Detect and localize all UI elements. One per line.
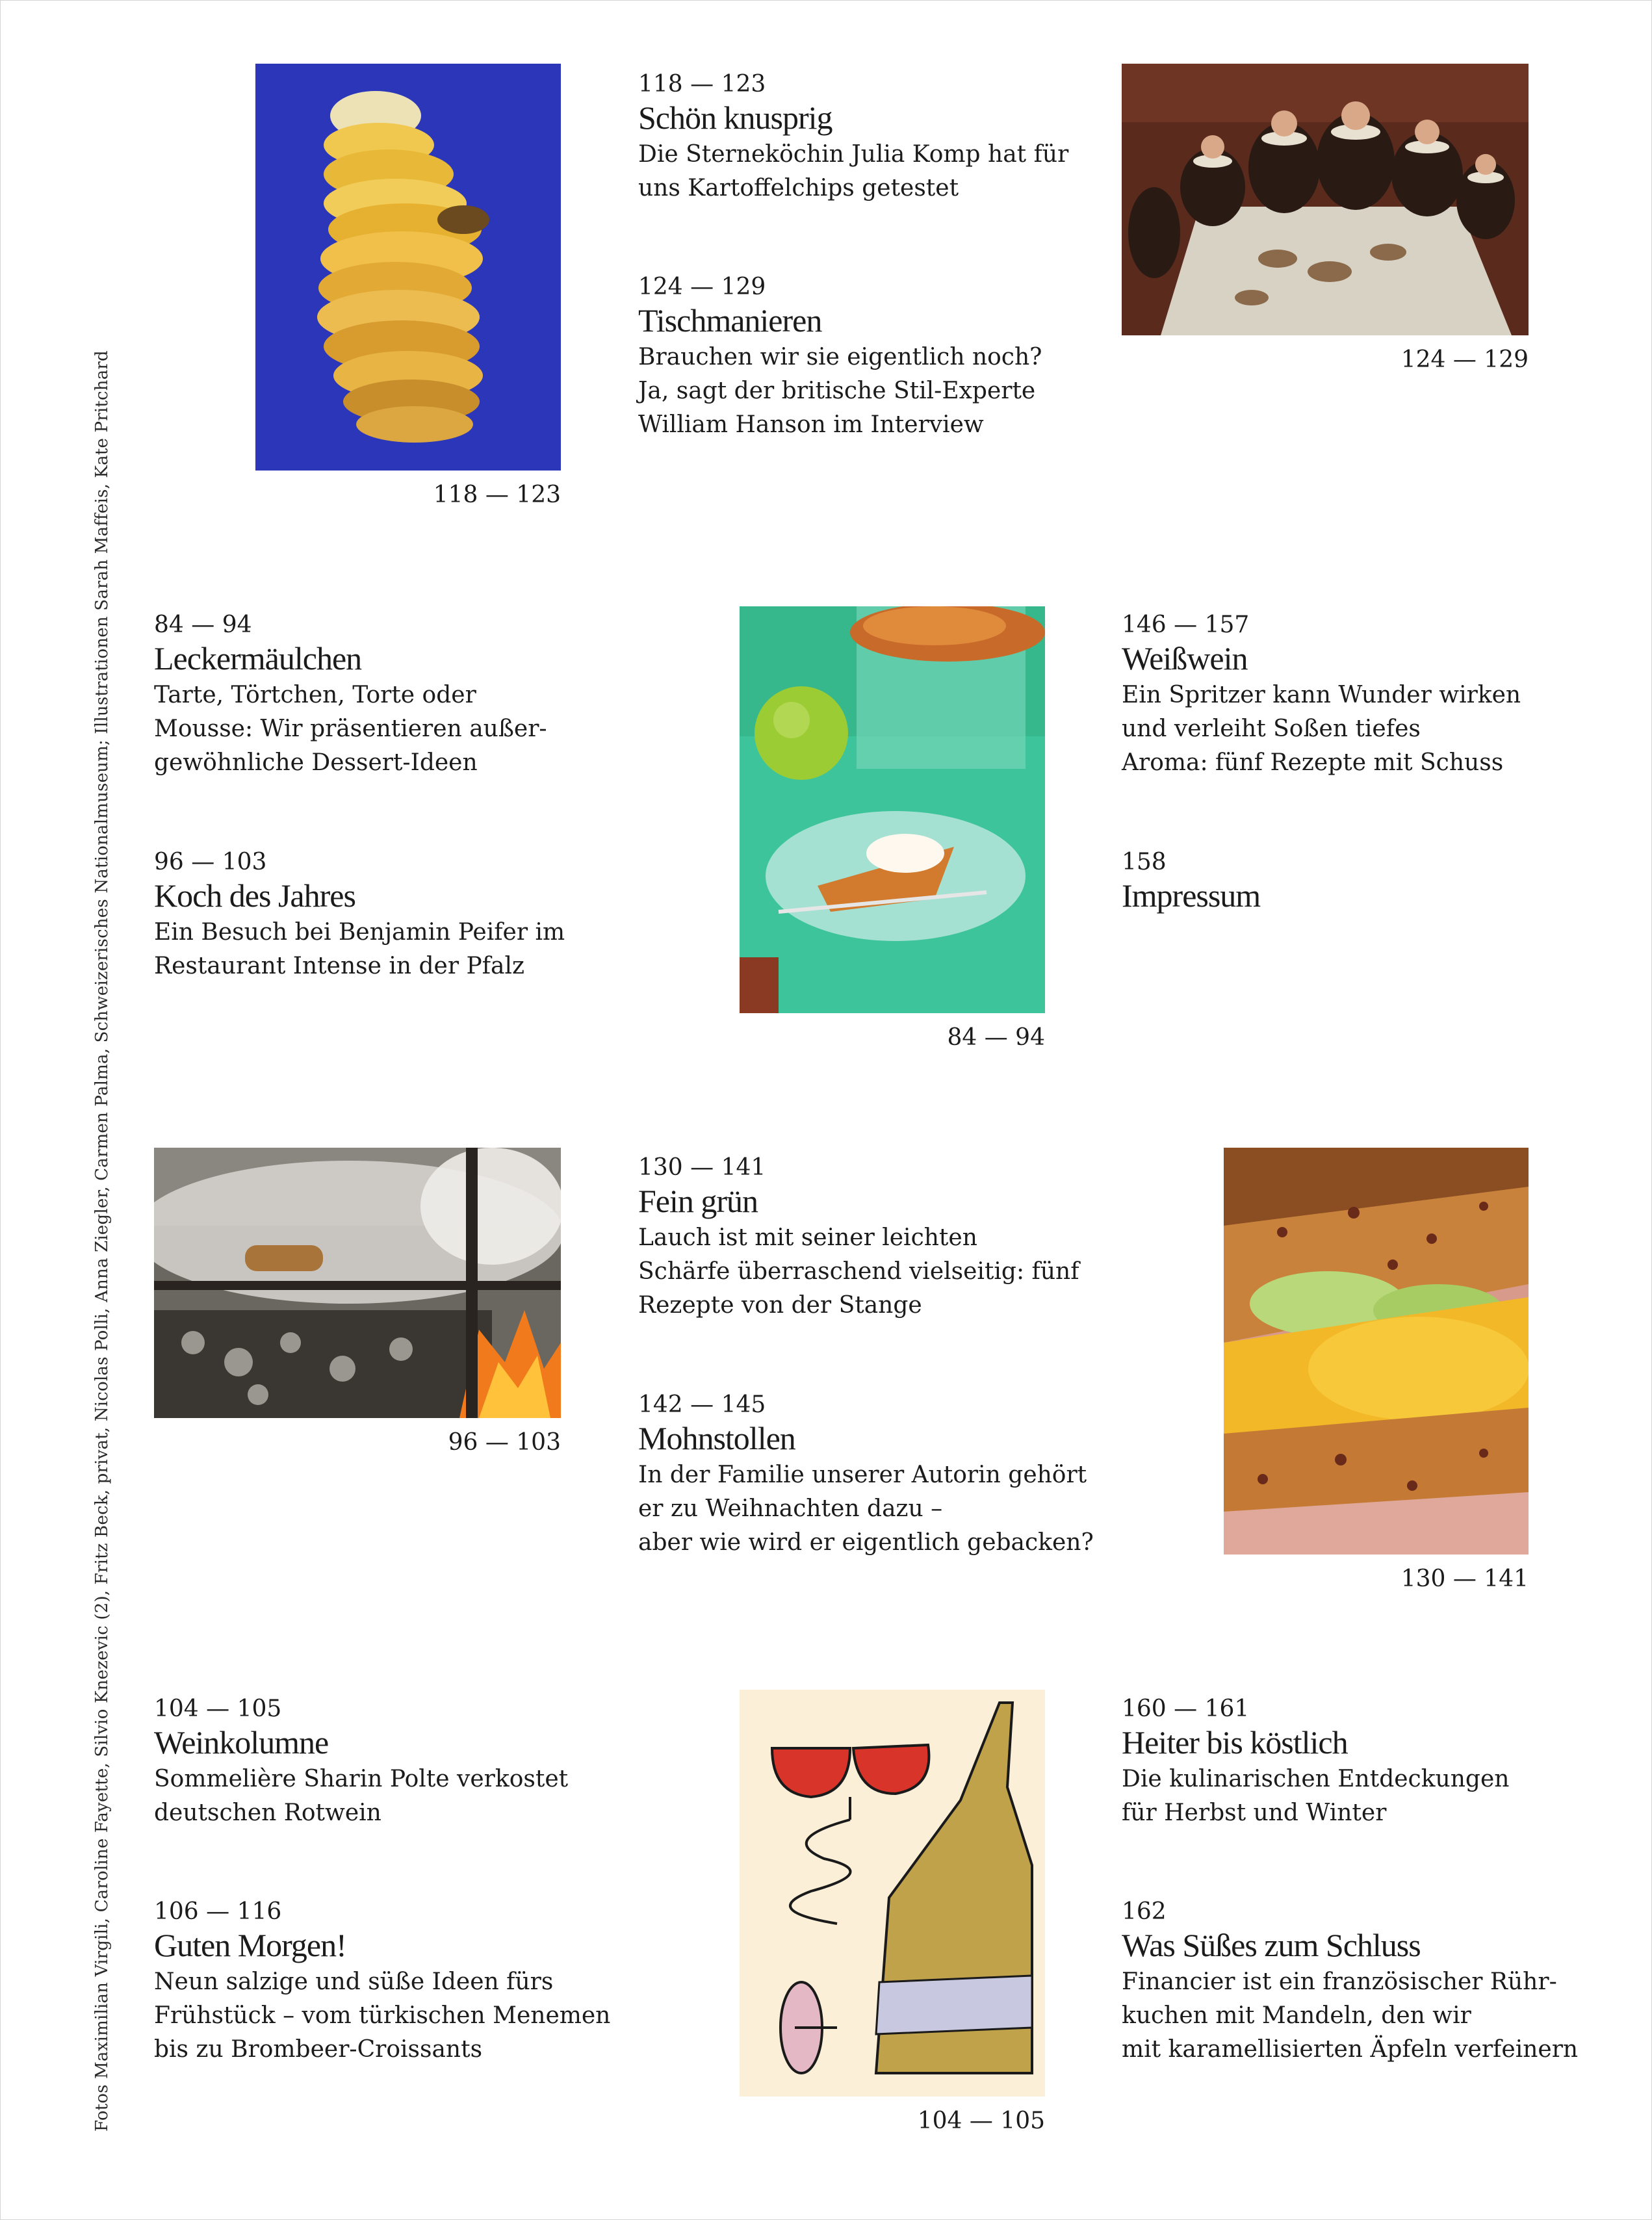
entry-description: Sommelière Sharin Polte verkostet deutschen Rotwein <box>154 1766 569 1826</box>
entry-pages: 96 — 103 <box>154 849 267 875</box>
grill-photo-caption: 96 — 103 <box>448 1429 561 1456</box>
entry-tischmanieren <box>638 273 1106 442</box>
entry-description: Ein Spritzer kann Wunder wirken und verleiht Soßen tiefes Aroma: fünf Rezepte mit Schuss <box>1122 682 1521 776</box>
photo-credits: Fotos Maximilian Virgili, Caroline Fayette, Silvio Knezevic (2), Fritz Beck, privat, Nicolas Polli, Anna Ziegler, Carmen Palma, Schweizerisches Nationalmuseum; Illustrationen Sarah Maffeis, Kate Pritchard <box>92 350 112 2132</box>
painting-photo-caption: 124 — 129 <box>1400 346 1529 373</box>
entry-title: Weißwein <box>1122 640 1248 677</box>
entry-description: Financier ist ein französischer Rühr- kuchen mit Mandeln, den wir mit karamellisierten Äpfeln verfeinern <box>1122 1968 1579 2063</box>
entry-description: In der Familie unserer Autorin gehört er zu Weihnachten dazu – aber wie wird er eigentlich gebacken? <box>638 1462 1094 1556</box>
sandwich-photo-caption: 130 — 141 <box>1400 1566 1529 1592</box>
chips-photo-caption: 118 — 123 <box>433 482 561 508</box>
entry-pages: 162 <box>1122 1898 1167 1925</box>
entry-title: Schön knusprig <box>638 99 832 136</box>
painting-photo <box>1122 64 1529 335</box>
entry-schoen-knusprig <box>638 70 1106 205</box>
entry-pages: 160 — 161 <box>1122 1696 1250 1722</box>
entry-pages: 130 — 141 <box>638 1154 766 1181</box>
entry-description: Die kulinarischen Entdeckungen für Herbst und Winter <box>1122 1766 1510 1826</box>
entry-title: Heiter bis köstlich <box>1122 1724 1348 1761</box>
entry-mohnstollen <box>638 1391 1106 1560</box>
grill-photo <box>154 1148 561 1418</box>
entry-pages: 106 — 116 <box>154 1898 282 1925</box>
entry-title: Koch des Jahres <box>154 877 355 914</box>
entry-description: Neun salzige und süße Ideen fürs Frühstück – vom türkischen Menemen bis zu Brombeer-Croissants <box>154 1968 611 2063</box>
entry-fein-gruen <box>638 1154 1106 1323</box>
entry-pages: 124 — 129 <box>638 274 766 300</box>
entry-title: Fein grün <box>638 1183 758 1219</box>
entry-description: Die Sterneköchin Julia Komp hat für uns Kartoffelchips getestet <box>638 141 1069 201</box>
chips-photo <box>255 64 561 471</box>
entry-pages: 142 — 145 <box>638 1391 766 1418</box>
entry-heiter-bis-koestlich <box>1122 1695 1590 1830</box>
entry-description: Brauchen wir sie eigentlich noch? Ja, sagt der britische Stil-Experte William Hanson im Interview <box>638 344 1042 438</box>
entry-was-suesses-zum-schluss <box>1122 1898 1590 2067</box>
tarte-photo-caption: 84 — 94 <box>947 1024 1045 1051</box>
entry-title: Mohnstollen <box>638 1420 795 1456</box>
entry-pages: 158 <box>1122 849 1167 875</box>
entry-koch-des-jahres <box>154 848 622 983</box>
entry-weisswein <box>1122 611 1590 780</box>
entry-pages: 118 — 123 <box>638 71 766 97</box>
entry-title: Leckermäulchen <box>154 640 362 677</box>
entry-description: Tarte, Törtchen, Torte oder Mousse: Wir präsentieren außer- gewöhnliche Dessert-Ideen <box>154 682 547 776</box>
entry-leckermaeulchen <box>154 611 622 780</box>
wine-illustration <box>740 1690 1045 2097</box>
wine-illustration-caption: 104 — 105 <box>917 2108 1045 2134</box>
sandwich-photo <box>1224 1148 1529 1555</box>
tarte-photo <box>740 606 1045 1013</box>
entry-pages: 104 — 105 <box>154 1696 282 1722</box>
entry-title: Impressum <box>1122 877 1261 914</box>
entry-title: Weinkolumne <box>154 1724 329 1761</box>
entry-guten-morgen <box>154 1898 622 2067</box>
entry-pages: 84 — 94 <box>154 612 252 638</box>
entry-weinkolumne <box>154 1695 622 1830</box>
entry-pages: 146 — 157 <box>1122 612 1250 638</box>
entry-title: Tischmanieren <box>638 302 822 339</box>
entry-title: Was Süßes zum Schluss <box>1122 1927 1421 1963</box>
entry-impressum <box>1122 848 1590 916</box>
entry-title: Guten Morgen! <box>154 1927 346 1963</box>
entry-description: Ein Besuch bei Benjamin Peifer im Restaurant Intense in der Pfalz <box>154 919 565 979</box>
entry-description: Lauch ist mit seiner leichten Schärfe überraschend vielseitig: fünf Rezepte von der Stange <box>638 1224 1079 1319</box>
